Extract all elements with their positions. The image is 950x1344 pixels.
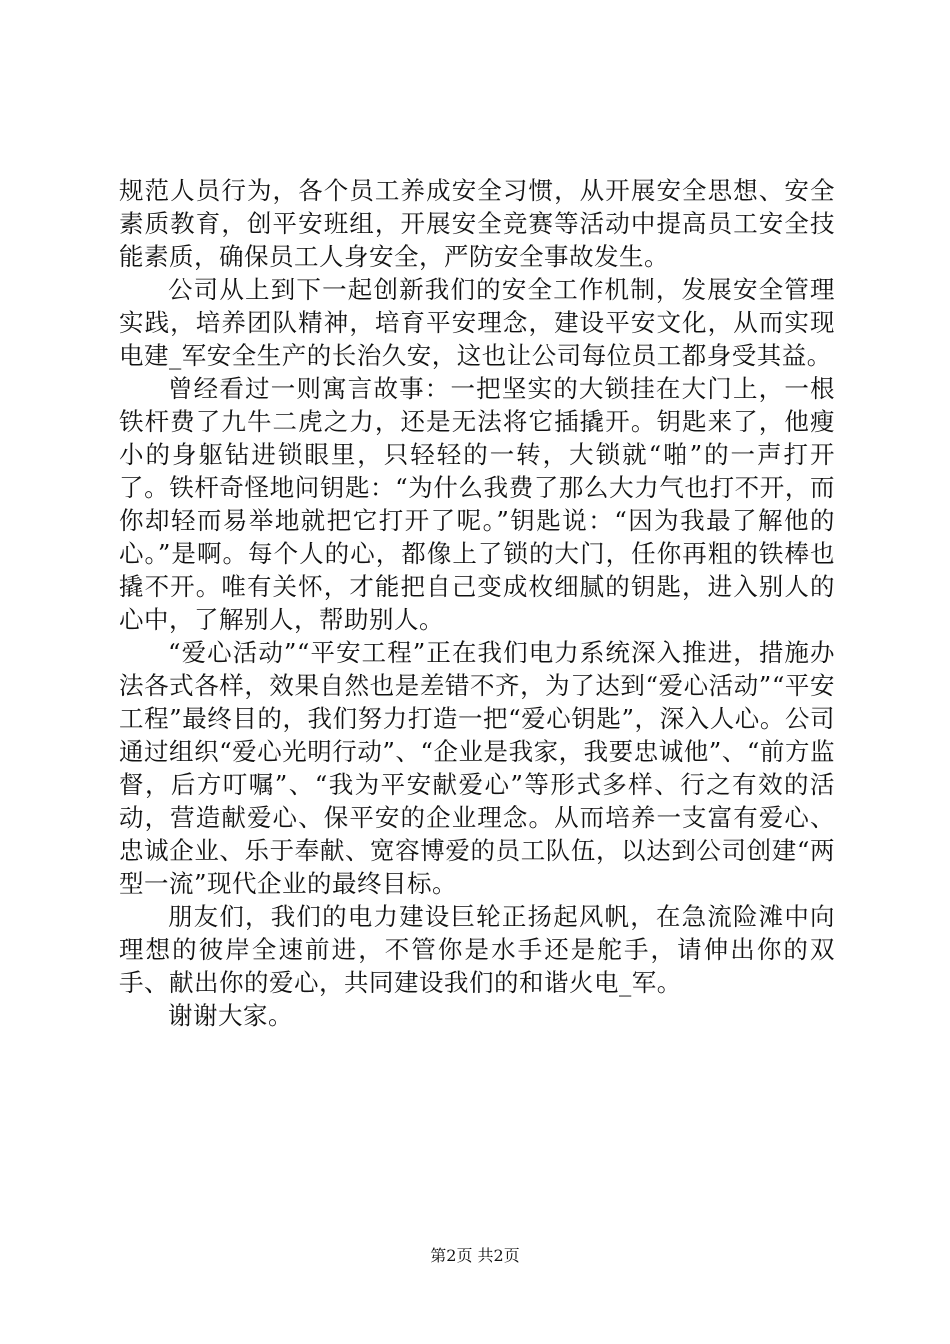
- paragraph-3: 曾经看过一则寓言故事：一把坚实的大锁挂在大门上，一根铁杆费了九牛二虎之力，还是无法将它插撬开。钥匙来了，他瘦小的身躯钻进锁眼里，只轻轻的一转，大锁就“啪”的一声打开了。铁杆奇怪地问钥匙：“为什么我费了那么大力气也打不开，而你却轻而易举地就把它打开了呢。”钥匙说：“因为我最了解他的心。”是啊。每个人的心，都像上了锁的大门，任你再粗的铁棒也撬不开。唯有关怀，才能把自己变成枚细腻的钥匙，进入别人的心中，了解别人，帮助别人。: [119, 374, 835, 634]
- paragraph-6: 谢谢大家。: [168, 1001, 293, 1030]
- document-body: [119, 174, 835, 1032]
- paragraph-5: 朋友们，我们的电力建设巨轮正扬起风帆，在急流险滩中向理想的彼岸全速前进，不管你是水手还是舵手，请伸出你的双手、献出你的爱心，共同建设我们的和谐火电_军。: [119, 902, 835, 997]
- paragraph-1: 规范人员行为，各个员工养成安全习惯，从开展安全思想、安全素质教育，创平安班组，开展安全竞赛等活动中提高员工安全技能素质，确保员工人身安全，严防安全事故发生。: [119, 176, 835, 271]
- paragraph-2: 公司从上到下一起创新我们的安全工作机制，发展安全管理实践，培养团队精神，培育平安理念，建设平安文化，从而实现电建_军安全生产的长治久安，这也让公司每位员工都身受其益。: [119, 275, 835, 370]
- paragraph-4: “爱心活动”“平安工程”正在我们电力系统深入推进，措施办法各式各样，效果自然也是差错不齐，为了达到“爱心活动”“平安工程”最终目的，我们努力打造一把“爱心钥匙”，深入人心。公司通过组织“爱心光明行动”、“企业是我家，我要忠诚他”、“前方监督，后方叮嘱”、“我为平安献爱心”等形式多样、行之有效的活动，营造献爱心、保平安的企业理念。从而培养一支富有爱心、忠诚企业、乐于奉献、宽容博爱的员工队伍，以达到公司创建“两型一流”现代企业的最终目标。: [119, 638, 835, 898]
- page-footer: 第2页 共2页: [430, 1246, 520, 1265]
